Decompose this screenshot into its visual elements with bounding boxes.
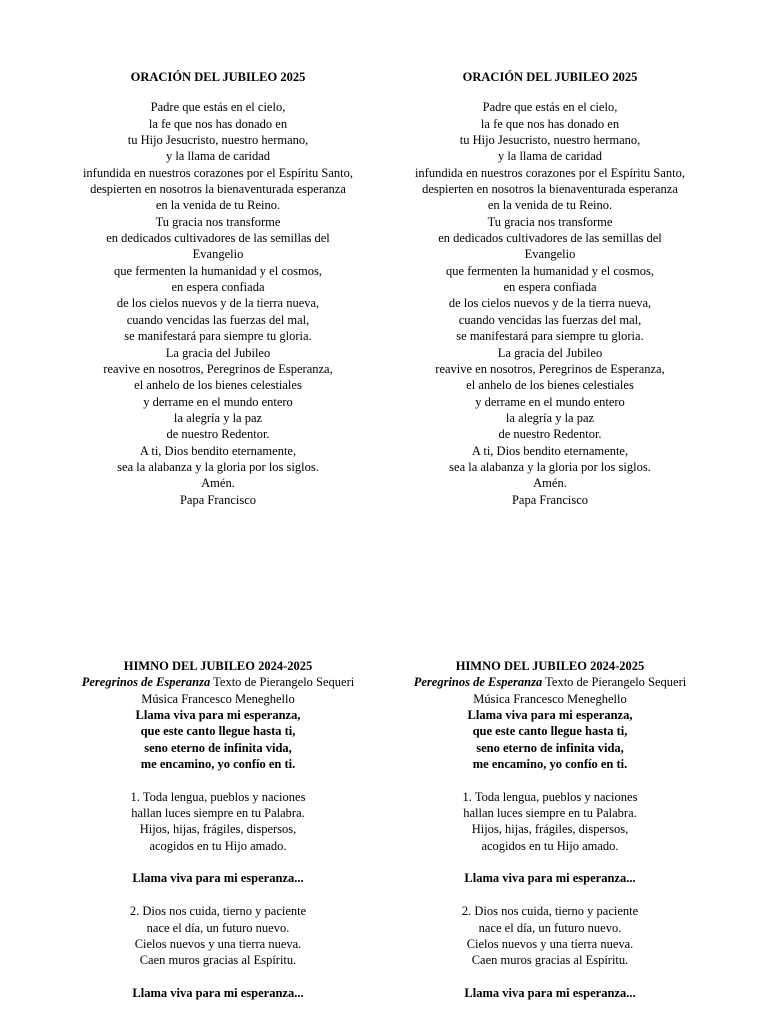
prayer-line: en dedicados cultivadores de las semillas del (106, 231, 330, 246)
hymn-music-credit: Música Francesco Meneghello (473, 691, 627, 706)
prayer-line: Amén. (201, 476, 235, 491)
prayer-line: reavive en nosotros, Peregrinos de Esperanza, (103, 361, 333, 376)
prayer-line: y la llama de caridad (497, 149, 603, 164)
prayer-body (380, 99, 720, 508)
prayer-line: Papa Francisco (179, 492, 257, 507)
prayer-line: cuando vencidas las fuerzas del mal, (458, 312, 642, 327)
hymn-music-credit: Música Francesco Meneghello (141, 691, 295, 706)
prayer-line: Padre que estás en el cielo, (150, 100, 286, 115)
hymn-body (380, 658, 720, 1001)
verse2-line: Caen muros gracias al Espíritu. (471, 953, 629, 968)
prayer-line: reavive en nosotros, Peregrinos de Esperanza, (435, 361, 665, 376)
verse1-line: hallan luces siempre en tu Palabra. (131, 806, 305, 821)
prayer-line: se manifestará para siempre tu gloria. (124, 329, 312, 344)
verse2-line: 2. Dios nos cuida, tierno y paciente (129, 904, 307, 919)
stanza-spacer (380, 772, 720, 788)
prayer-line: que fermenten la humanidad y el cosmos, (446, 263, 654, 278)
prayer-line: infundida en nuestros corazones por el Espíritu Santo, (414, 165, 686, 180)
verse1-line: acogidos en tu Hijo amado. (481, 838, 619, 853)
prayer-line: de nuestro Redentor. (498, 427, 602, 442)
chorus-line: que este canto llegue hasta ti, (140, 724, 296, 739)
verse1-line: Hijos, hijas, frágiles, dispersos, (471, 822, 629, 837)
stanza-spacer (380, 969, 720, 985)
prayer-line: Evangelio (192, 247, 244, 262)
hymn-subtitle-credit: Texto de Pierangelo Sequeri (210, 675, 355, 690)
prayer-line: el anhelo de los bienes celestiales (134, 378, 302, 393)
prayer-line: de nuestro Redentor. (166, 427, 270, 442)
prayer-line: tu Hijo Jesucristo, nuestro hermano, (459, 133, 641, 148)
chorus-refrain: Llama viva para mi esperanza... (132, 985, 304, 1000)
chorus-line: seno eterno de infinita vida, (476, 740, 624, 755)
prayer-line: la fe que nos has donado en (148, 116, 288, 131)
prayer-line: en espera confiada (503, 280, 597, 295)
hymn-body (48, 658, 388, 1001)
prayer-line: en dedicados cultivadores de las semillas del (438, 231, 662, 246)
prayer-line: despierten en nosotros la bienaventurada esperanza (422, 182, 678, 197)
prayer-line: tu Hijo Jesucristo, nuestro hermano, (127, 133, 309, 148)
chorus-line: que este canto llegue hasta ti, (472, 724, 628, 739)
chorus-refrain: Llama viva para mi esperanza... (464, 871, 636, 886)
verse2-line: 2. Dios nos cuida, tierno y paciente (461, 904, 639, 919)
prayer-line: Padre que estás en el cielo, (482, 100, 618, 115)
verse2-line: Cielos nuevos y una tierra nueva. (466, 936, 634, 951)
prayer-line: Papa Francisco (511, 492, 589, 507)
prayer-line: sea la alabanza y la gloria por los siglos. (449, 459, 651, 474)
verse1-line: acogidos en tu Hijo amado. (149, 838, 287, 853)
prayer-line: La gracia del Jubileo (497, 345, 603, 360)
prayer-line: en la venida de tu Reino. (487, 198, 613, 213)
stanza-spacer (48, 969, 388, 985)
prayer-line: Amén. (533, 476, 567, 491)
hymn-subtitle-italic: Peregrinos de Esperanza (413, 675, 543, 690)
prayer-line: la fe que nos has donado en (480, 116, 620, 131)
prayer-line: A ti, Dios bendito eternamente, (471, 443, 629, 458)
chorus-line: me encamino, yo confío en ti. (140, 757, 296, 772)
prayer-line: se manifestará para siempre tu gloria. (456, 329, 644, 344)
prayer-line: sea la alabanza y la gloria por los siglos. (117, 459, 319, 474)
verse2-line: nace el día, un futuro nuevo. (146, 920, 290, 935)
hymn-column-right (380, 658, 720, 1001)
prayer-title: ORACIÓN DEL JUBILEO 2025 (462, 70, 638, 84)
prayer-line: y derrame en el mundo entero (143, 394, 293, 409)
prayer-line: de los cielos nuevos y de la tierra nueva, (448, 296, 652, 311)
verse2-line: Caen muros gracias al Espíritu. (139, 953, 297, 968)
prayer-line: infundida en nuestros corazones por el Espíritu Santo, (82, 165, 354, 180)
hymn-title: HIMNO DEL JUBILEO 2024-2025 (123, 659, 313, 673)
verse1-line: 1. Toda lengua, pueblos y naciones (462, 789, 638, 804)
hymn-title: HIMNO DEL JUBILEO 2024-2025 (455, 659, 645, 673)
stanza-spacer (48, 854, 388, 870)
prayer-line: Tu gracia nos transforme (487, 214, 613, 229)
prayer-line: A ti, Dios bendito eternamente, (139, 443, 297, 458)
stanza-spacer (380, 854, 720, 870)
prayer-line: y derrame en el mundo entero (475, 394, 625, 409)
hymn-column-left (48, 658, 388, 1001)
stanza-spacer (380, 887, 720, 903)
chorus-line: Llama viva para mi esperanza, (135, 708, 301, 723)
prayer-column-right (380, 69, 720, 508)
prayer-line: Evangelio (524, 247, 576, 262)
prayer-body (48, 99, 388, 508)
chorus-line: seno eterno de infinita vida, (144, 740, 292, 755)
hymn-subtitle (380, 674, 720, 690)
prayer-line: La gracia del Jubileo (165, 345, 271, 360)
verse2-line: nace el día, un futuro nuevo. (478, 920, 622, 935)
prayer-title: ORACIÓN DEL JUBILEO 2025 (130, 70, 306, 84)
chorus-line: Llama viva para mi esperanza, (467, 708, 633, 723)
hymn-subtitle-credit: Texto de Pierangelo Sequeri (542, 675, 687, 690)
prayer-line: de los cielos nuevos y de la tierra nueva, (116, 296, 320, 311)
prayer-line: despierten en nosotros la bienaventurada esperanza (90, 182, 346, 197)
prayer-line: y la llama de caridad (165, 149, 271, 164)
prayer-line: la alegría y la paz (173, 410, 263, 425)
chorus-line: me encamino, yo confío en ti. (472, 757, 628, 772)
prayer-line: cuando vencidas las fuerzas del mal, (126, 312, 310, 327)
verse2-line: Cielos nuevos y una tierra nueva. (134, 936, 302, 951)
chorus-refrain: Llama viva para mi esperanza... (464, 985, 636, 1000)
verse1-line: 1. Toda lengua, pueblos y naciones (130, 789, 306, 804)
verse1-line: Hijos, hijas, frágiles, dispersos, (139, 822, 297, 837)
hymn-subtitle-italic: Peregrinos de Esperanza (81, 675, 211, 690)
verse1-line: hallan luces siempre en tu Palabra. (463, 806, 637, 821)
hymn-subtitle (48, 674, 388, 690)
chorus-refrain: Llama viva para mi esperanza... (132, 871, 304, 886)
prayer-line: la alegría y la paz (505, 410, 595, 425)
prayer-line: Tu gracia nos transforme (155, 214, 281, 229)
stanza-spacer (48, 772, 388, 788)
prayer-line: en espera confiada (171, 280, 265, 295)
prayer-line: que fermenten la humanidad y el cosmos, (114, 263, 322, 278)
prayer-column-left (48, 69, 388, 508)
prayer-line: el anhelo de los bienes celestiales (466, 378, 634, 393)
prayer-line: en la venida de tu Reino. (155, 198, 281, 213)
stanza-spacer (48, 887, 388, 903)
